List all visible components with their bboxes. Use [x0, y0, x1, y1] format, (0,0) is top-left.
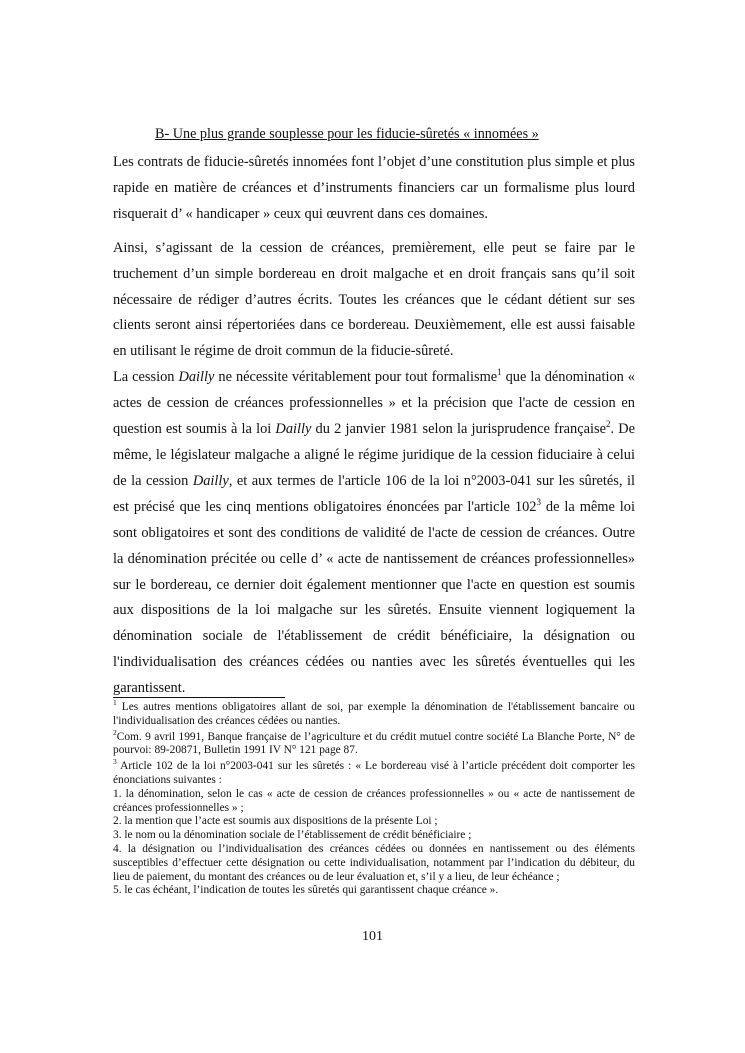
footnote-number: 2 — [113, 727, 117, 737]
footnote-ref-1[interactable]: 1 — [497, 367, 502, 378]
footnote-ref-3[interactable]: 3 — [536, 496, 541, 507]
footnotes — [113, 698, 635, 898]
footnote-list-item: 1. la dénomination, selon le cas « acte de cession de créances professionnelles » ou « acte de nantissement de créances professionnelles » ; — [113, 787, 635, 814]
footnote-number: 1 — [113, 698, 117, 708]
footnote-text: Les autres mentions obligatoires allant de soi, par exemple la dénomination de l'établissement bancaire ou l'individualisation des créances cédées ou nanties. — [113, 701, 635, 727]
paragraph-3 — [113, 365, 635, 702]
paragraph-3-text: ne nécessite véritablement pour tout formalisme — [214, 369, 498, 386]
dailly-term: Dailly — [192, 472, 229, 489]
body-text — [113, 150, 635, 702]
dailly-term: Dailly — [275, 421, 312, 438]
footnote-separator — [113, 697, 285, 698]
paragraph-3-text: de la même loi sont obligatoires et sont des conditions de validité de l'acte de cession de créances. Outre la dénomination précitée ou celle d’ « acte de nantissement de créances professionnelles» sur le bordereau, ce dernier doit également mentionner que l'acte en question est soumis aux dispositions de la loi malgache sur les sûretés. Ensuite viennent logiquement la dénomination sociale de l'établissement de crédit bénéficiaire, la désignation ou l'individualisation des créances cédées ou nanties avec les sûretés éventuelles qui les garantissent. — [113, 498, 635, 697]
page-number: 101 — [362, 929, 383, 944]
footnote-2 — [113, 727, 635, 759]
footnote-3 — [113, 757, 635, 898]
footnote-list-item: 4. la désignation ou l’individualisation des créances cédées ou données en nantissement ou des éléments susceptibles d’effectuer cette désignation ou cette individualisation, notamment par l’indication du débiteur, du lieu de paiement, du montant des créances ou de leur évaluation et, s’il y a lieu, de leur échéance ; — [113, 842, 635, 883]
paragraph-3-text: . De même, le législateur malgache a aligné le régime juridique de la cession fiduciaire à celui de la cession — [113, 421, 635, 489]
footnote-list-item: 2. la mention que l’acte est soumis aux dispositions de la présente Loi ; — [113, 815, 438, 828]
paragraph-3-text: que la dénomination « actes de cession de créances professionnelles » et la précision que l'acte de cession en question est soumis à la loi — [113, 369, 635, 438]
paragraph-3-text: , et aux termes de l'article 106 de la loi n°2003-041 sur les sûretés, il est précisé que les cinq mentions obligatoires énoncées par l'article 102 — [113, 472, 636, 515]
section-heading: B- Une plus grande souplesse pour les fiducie-sûretés « innomées » — [155, 126, 539, 142]
footnote-text: Com. 9 avril 1991, Banque française de l’agriculture et du crédit mutuel contre société La Blanche Porte, N° de pourvoi: 89-20871, Bulletin 1991 IV N° 121 page 87. — [113, 730, 635, 757]
footnote-number: 3 — [113, 757, 117, 767]
footnote-text: Article 102 de la loi n°2003-041 sur les sûretés : « Le bordereau visé à l’article précédent doit comporter les énonciations suivantes : — [113, 760, 635, 786]
paragraph-2: Ainsi, s’agissant de la cession de créances, premièrement, elle peut se faire par le truchement d’un simple bordereau en droit malgache et en droit français sans qu’il soit nécessaire de rédiger d’autres écrits. Toutes les créances que le cédant détient sur ses clients seront ainsi répertoriées dans ce bordereau. Deuxièmement, elle est aussi faisable en utilisant le régime de droit commun de la fiducie-sûreté. — [113, 239, 635, 360]
footnote-intro — [113, 757, 635, 788]
footnote-ref-2[interactable]: 2 — [605, 419, 611, 430]
paragraph-3-text: du 2 janvier 1981 selon la jurisprudence française — [311, 421, 606, 438]
paragraph-3-text: La cession — [113, 369, 179, 386]
footnote-list-item: 3. le nom ou la dénomination sociale de l’établissement de crédit bénéficiaire ; — [113, 829, 472, 842]
footnote-list-item: 5. le cas échéant, l’indication de toutes les sûretés qui garantissent chaque créance ». — [113, 884, 499, 897]
dailly-term: Dailly — [178, 369, 215, 386]
footnote-1 — [113, 698, 635, 729]
paragraph-1: Les contrats de fiducie-sûretés innomées font l’objet d’une constitution plus simple et plus rapide en matière de créances et d’instruments financiers car un formalisme plus lourd risquerait d’ « handicaper » ceux qui œuvrent dans ces domaines. — [113, 154, 635, 222]
